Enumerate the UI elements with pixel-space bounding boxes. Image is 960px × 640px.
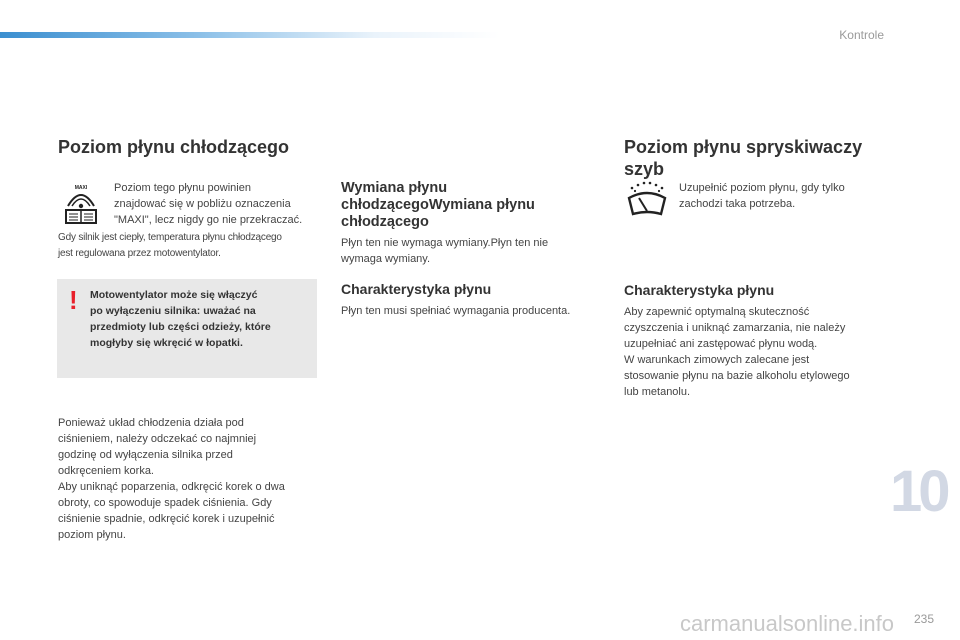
warning-icon: !: [69, 285, 78, 315]
text-line: stosowanie płynu na bazie alkoholu etylowego: [624, 370, 850, 382]
text-line: znajdować się w pobliżu oznaczenia: [114, 198, 291, 210]
text-line: Motowentylator może się włączyć: [90, 289, 258, 301]
windshield-washer-icon: [624, 180, 670, 220]
text-line: "MAXI", lecz nigdy go nie przekraczać.: [114, 214, 303, 226]
text-line: Aby zapewnić optymalną skuteczność: [624, 306, 810, 318]
coolant-intro: [114, 180, 324, 228]
text-line: Gdy silnik jest ciepły, temperatura płynu chłodzącego: [58, 232, 282, 243]
text-line: ciśnieniem, należy odczekać co najmniej: [58, 433, 257, 445]
text-line: przedmioty lub części odzieży, które: [90, 321, 271, 333]
text-line: po wyłączeniu silnika: uważać na: [90, 305, 256, 317]
warning-text: [90, 287, 314, 351]
coolant-replacement-text: [341, 235, 601, 267]
text-line: Płyn ten nie wymaga wymiany.Płyn ten nie: [341, 237, 549, 249]
text-line: lub metanolu.: [624, 386, 691, 398]
coolant-spec-title: Charakterystyka płynu: [341, 281, 492, 297]
washer-intro: [679, 180, 899, 212]
text-line: czyszczenia i uniknąć zamarzania, nie należy: [624, 322, 846, 334]
text-line: ciśnienie spadnie, odkręcić korek i uzupełnić: [58, 513, 275, 525]
maxi-icon-label: MAXI: [74, 185, 88, 191]
coolant-spec-text: Płyn ten musi spełniać wymagania producenta.: [341, 305, 571, 317]
coolant-paragraph: [58, 415, 328, 543]
text-line: Aby uniknąć poparzenia, odkręcić korek o dwa: [58, 481, 285, 493]
text-line: obroty, co spowoduje spadek ciśnienia. Gdy: [58, 497, 272, 509]
text-line: szyb: [624, 159, 665, 179]
washer-spec-text: [624, 304, 904, 400]
text-line: chłodzącego: [341, 214, 429, 230]
text-line: wymaga wymiany.: [341, 253, 431, 265]
watermark: carmanualsonline.info: [680, 611, 895, 636]
chapter-number: 10: [890, 459, 947, 524]
warning-box: [57, 279, 317, 378]
text-line: mogłyby się wkręcić w łopatki.: [90, 337, 243, 349]
text-line: uzupełniać ani zastępować płynu wodą.: [624, 338, 818, 350]
text-line: Ponieważ układ chłodzenia działa pod: [58, 417, 244, 429]
text-line: jest regulowana przez motowentylator.: [58, 248, 221, 259]
coolant-note: [58, 230, 328, 262]
text-line: chłodzącegoWymiana płynu: [341, 197, 535, 213]
text-line: Uzupełnić poziom płynu, gdy tylko: [679, 182, 845, 194]
text-line: godzinę od wyłączenia silnika przed: [58, 449, 233, 461]
coolant-manual-icon: [58, 180, 104, 226]
washer-title: [624, 136, 914, 180]
coolant-title: Poziom płynu chłodzącego: [58, 137, 290, 157]
text-line: Wymiana płynu: [341, 180, 448, 196]
coolant-replacement-title: [341, 180, 601, 231]
text-line: Poziom tego płynu powinien: [114, 182, 251, 194]
page-number: 235: [914, 612, 935, 626]
text-line: Poziom płynu spryskiwaczy: [624, 137, 863, 157]
text-line: W warunkach zimowych zalecane jest: [624, 354, 810, 366]
text-line: zachodzi taka potrzeba.: [679, 198, 796, 210]
text-line: odkręceniem korka.: [58, 465, 154, 477]
section-title: Kontrole: [839, 28, 884, 42]
header-accent-bar: [0, 32, 500, 38]
washer-spec-title: Charakterystyka płynu: [624, 282, 775, 298]
text-line: poziom płynu.: [58, 529, 126, 541]
